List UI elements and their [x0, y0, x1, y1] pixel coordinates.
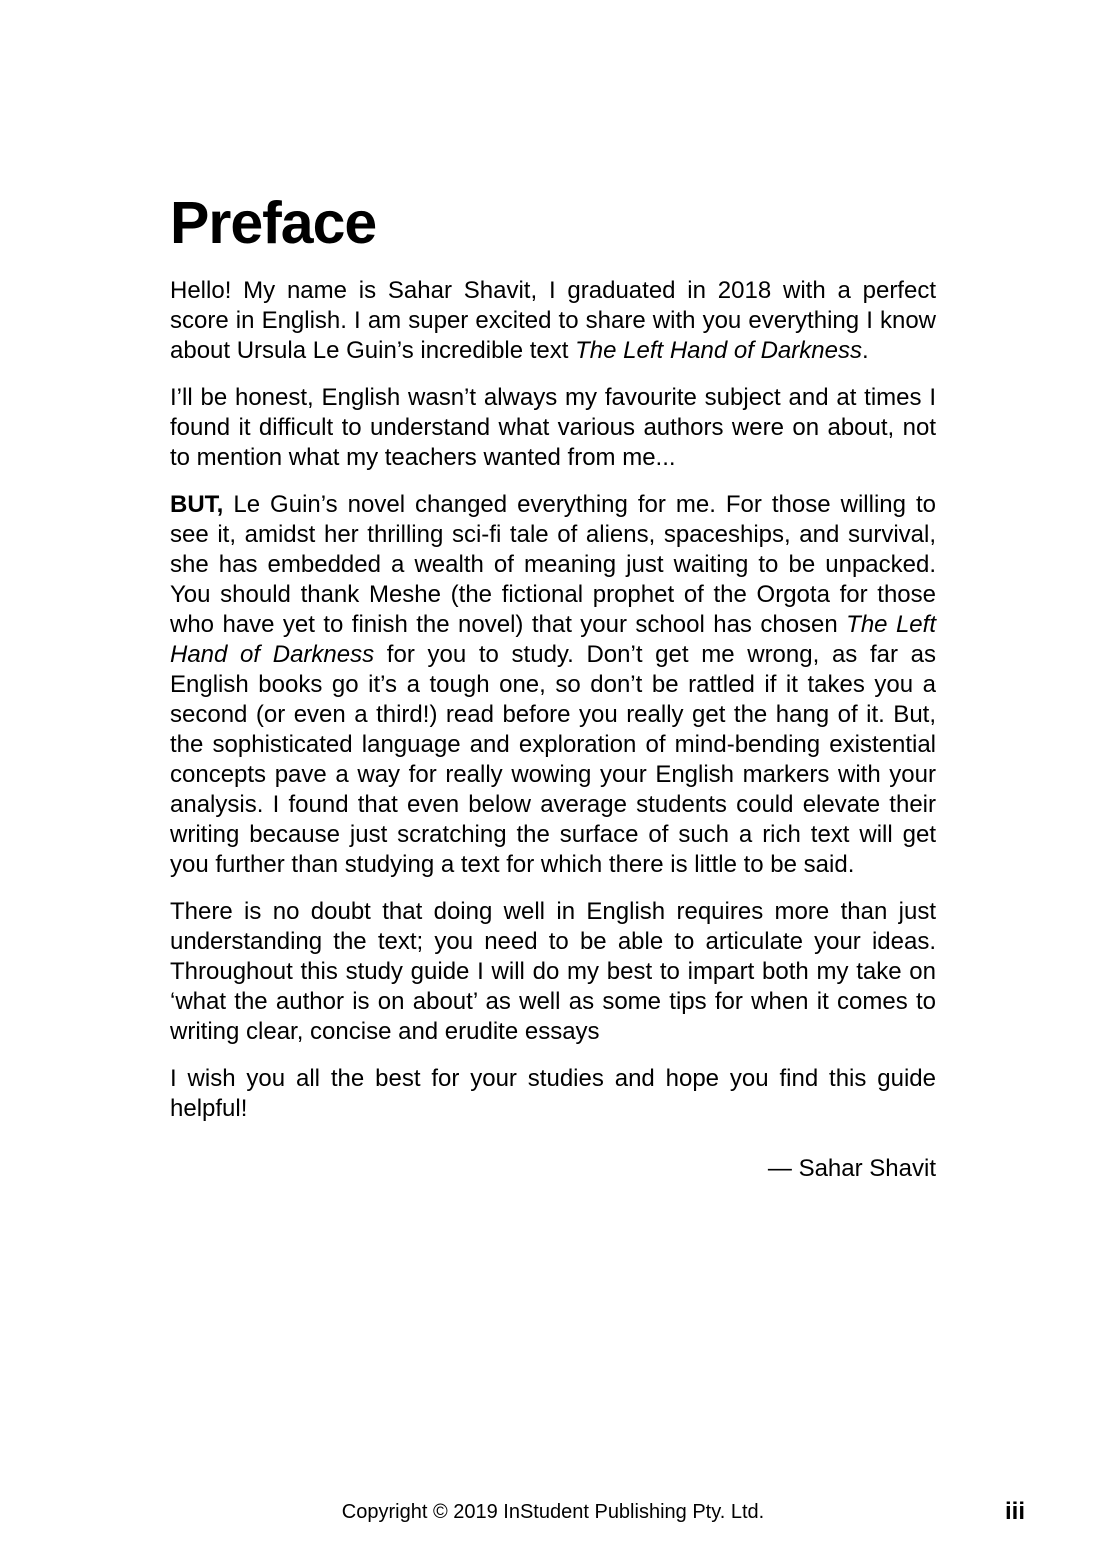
- paragraph-no-doubt: There is no doubt that doing well in English requires more than just understanding the text; you need to be able to articulate your ideas. Throughout this study guide I will do my best to impart both my take on ‘what the author is on about’ as well as some tips for when it comes to writing clear, concise and erudite essays: [170, 898, 936, 1045]
- footer-copyright: Copyright © 2019 InStudent Publishing Pty. Ltd.: [341, 1501, 765, 1523]
- paragraph-intro-period: .: [861, 337, 869, 364]
- paragraph-intro: [170, 276, 936, 366]
- paragraph-but-text-2: for you to study. Don’t get me wrong, as far as English books go it’s a tough one, so don’t be rattled if it takes you a second (or even a third!) read before you really get the hang of it. But, the sophisticated language and exploration of mind-bending existential concepts pave a way for really wowing your English markers with your analysis. I found that even below average students could elevate their writing because just scratching the surface of such a rich text will get you further than studying a text for which there is little to be said.: [170, 641, 937, 878]
- paragraph-but-text-1: Le Guin’s novel changed everything for me. For those willing to see it, amidst her thrilling sci-fi tale of aliens, spaceships, and survival, she has embedded a wealth of meaning just waiting to be unpacked. You should thank Meshe (the fictional prophet of the Orgota for those who have yet to finish the novel) that your school has chosen: [170, 491, 936, 638]
- page-content: [170, 192, 936, 1184]
- but-bold-text: BUT,: [170, 491, 224, 518]
- book-title-italic: The Left Hand of Darkness: [170, 611, 936, 668]
- footer-page-number: iii: [1004, 1498, 1025, 1525]
- paragraph-honest: I’ll be honest, English wasn’t always my favourite subject and at times I found it difficult to understand what various authors were on about, not to mention what my teachers wanted from me...: [170, 384, 936, 471]
- paragraph-intro-text: Hello! My name is Sahar Shavit, I graduated in 2018 with a perfect score in English. I am super excited to share with you everything I know about Ursula Le Guin’s incredible text: [170, 277, 936, 364]
- paragraph-but: [170, 490, 936, 880]
- page-title: Preface: [170, 190, 377, 256]
- book-title-italic: The Left Hand of Darkness: [575, 337, 862, 364]
- author-signature: — Sahar Shavit: [767, 1155, 936, 1182]
- paragraph-wish: I wish you all the best for your studies and hope you find this guide helpful!: [170, 1065, 936, 1122]
